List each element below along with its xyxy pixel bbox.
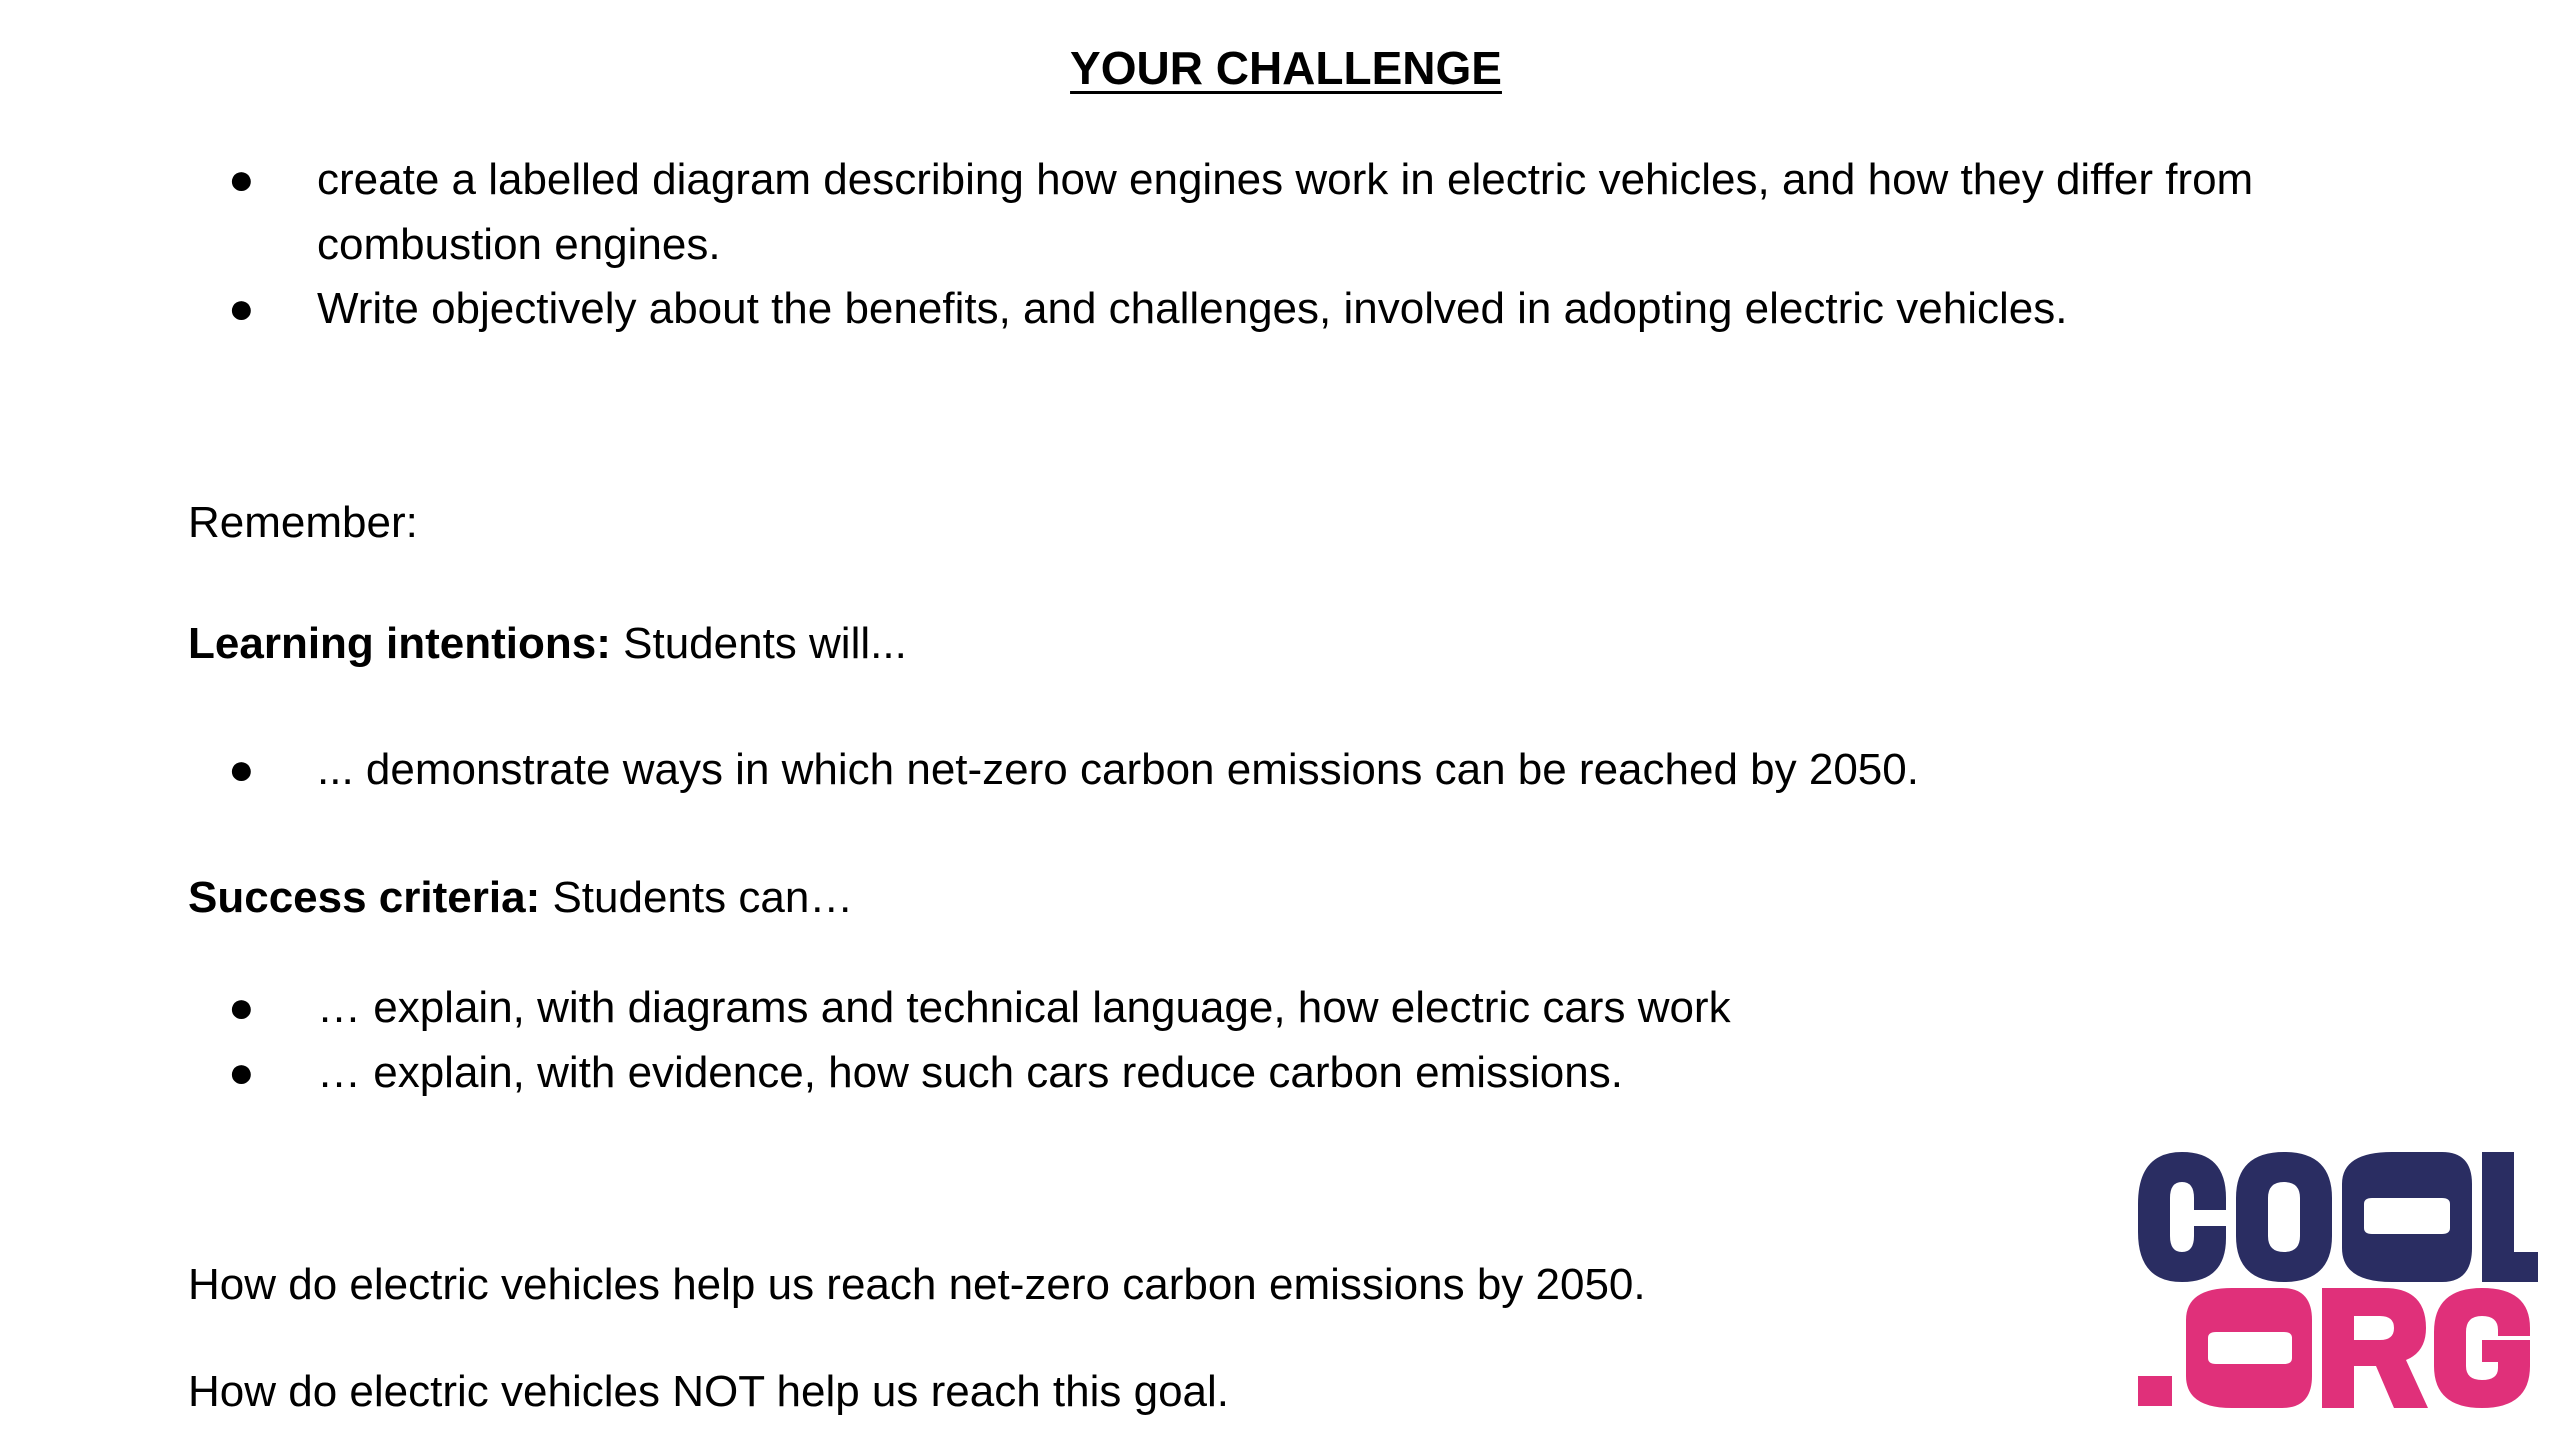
- success-criteria-lead: Students can…: [540, 873, 854, 922]
- logo-line-org: [2138, 1288, 2530, 1408]
- logo-line-cool: [2138, 1152, 2538, 1282]
- list-item: [0, 277, 2437, 342]
- question-text: How do electric vehicles help us reach net-zero carbon emissions by 2050.: [188, 1260, 1646, 1309]
- challenge-list: [0, 148, 2437, 342]
- remember-label: Remember:: [188, 498, 418, 547]
- list-item: [0, 1041, 2437, 1106]
- learning-intention-text: ... demonstrate ways in which net-zero carbon emissions can be reached by 2050.: [317, 745, 1919, 794]
- challenge-item-text: create a labelled diagram describing how engines work in electric vehicles, and how they differ from combustion engines.: [317, 155, 2254, 269]
- learning-intentions-lead: Students will...: [610, 619, 907, 668]
- list-item: [0, 148, 2437, 277]
- list-item: [0, 738, 2437, 803]
- question-text: How do electric vehicles NOT help us reach this goal.: [188, 1367, 1230, 1416]
- bullet-icon: ●: [228, 284, 255, 333]
- cool-org-logo: [2136, 1140, 2540, 1412]
- challenge-item-text: Write objectively about the benefits, and challenges, involved in adopting electric vehicles.: [317, 284, 2068, 333]
- bullet-icon: ●: [228, 1047, 255, 1097]
- success-criterion-text: … explain, with diagrams and technical language, how electric cars work: [317, 983, 1731, 1032]
- success-criteria-list: [0, 976, 2437, 1105]
- success-criteria-heading: [188, 868, 853, 928]
- learning-intentions-label: Learning intentions:: [188, 619, 611, 668]
- learning-intentions-list: [0, 738, 2437, 803]
- bullet-icon: ●: [228, 983, 255, 1032]
- list-item: [0, 976, 2437, 1041]
- bullet-icon: ●: [228, 745, 255, 794]
- bullet-icon: ●: [228, 155, 255, 204]
- learning-intentions-heading: [188, 614, 907, 674]
- success-criteria-label: Success criteria:: [188, 873, 541, 922]
- page-title: YOUR CHALLENGE: [1070, 42, 1502, 94]
- success-criterion-text: … explain, with evidence, how such cars reduce carbon emissions.: [317, 1047, 1623, 1097]
